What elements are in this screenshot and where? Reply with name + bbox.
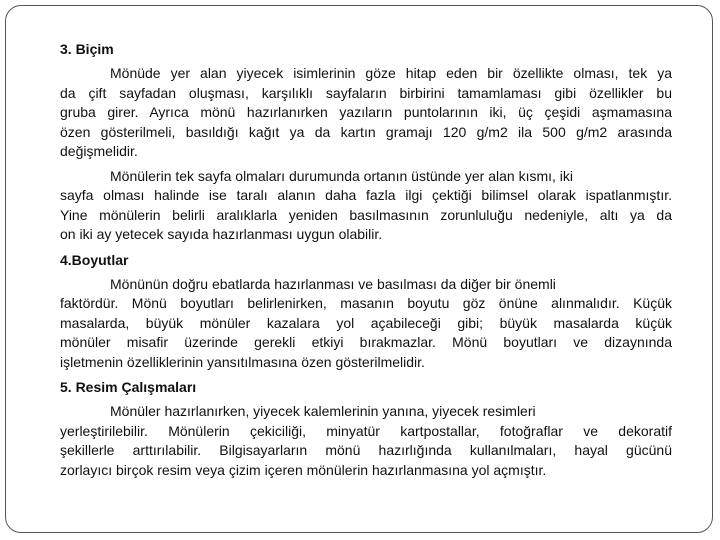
paragraph — [60, 275, 672, 373]
text-line: faktördür. Mönü boyutları belirlenirken, masanın boyutu göz önüne alınmalıdır. Küçük — [60, 295, 672, 311]
text-line: masalarda, büyük mönüler kazalara yol açabileceği gibi; büyük masalarda küçük — [60, 314, 672, 331]
text-line: şekillerle arttırılabilir. Bilgisayarların mönü hazırlığında kullanılmaları, hayal gücünü — [60, 442, 672, 458]
text-line: on iki ay yetecek sayıda hazırlanması uygun olabilir. — [60, 226, 383, 242]
section-heading-bicim: 3. Biçim — [60, 41, 114, 57]
text-line: Mönünün doğru ebatlarda hazırlanması ve basılması da diğer bir önemli — [110, 275, 556, 292]
text-line: Mönülerin tek sayfa olmaları durumunda ortanın üstünde yer alan kısmı, iki — [110, 167, 574, 184]
text-line: da çift sayfadan oluşması, karşılıklı sayfaların birbirini tamamlaması gibi özellikler bu — [60, 84, 672, 101]
paragraph — [60, 64, 672, 162]
text-line: Mönüde yer alan yiyecek isimlerinin göze hitap eden bir özellikte olması, tek ya — [110, 65, 672, 81]
text-line: zorlayıcı birçok resim veya çizim içeren mönülerin hazırlanmasına yol açmıştır. — [60, 461, 547, 478]
text-line: sayfa olması halinde ise taralı alanın daha fazla ilgi çektiği bilimsel olarak ispatlanmıştır. — [60, 187, 672, 203]
section-heading-resim-calismalari: 5. Resim Çalışmaları — [60, 379, 197, 395]
section-heading-boyutlar: 4.Boyutlar — [60, 251, 129, 268]
text-line: Mönüler hazırlanırken, yiyecek kalemlerinin yanına, yiyecek resimleri — [110, 403, 536, 419]
paragraph — [60, 167, 672, 245]
text-line: Yine mönülerin belirli aralıklarla yeniden basılmasının zorunluluğu nedeniyle, altı ya da — [60, 206, 672, 223]
text-line: mönüler misafir üzerinde gerekli etkiyi bırakmazlar. Mönü boyutları ve dizaynında — [60, 334, 672, 350]
paragraph — [60, 402, 672, 480]
document-body — [60, 39, 672, 480]
text-line: gruba girer. Ayrıca mönü hazırlanırken yazıların puntolarının iki, üç çeşidi aşmamasına — [60, 104, 672, 120]
text-line: değişmelidir. — [60, 143, 138, 159]
text-line: özen gösterilmeli, basıldığı kağıt ya da kartın gramajı 120 g/m2 ila 500 g/m2 arasında — [60, 123, 672, 140]
text-line: işletmenin özelliklerinin yansıtılmasına özen gösterilmelidir. — [60, 353, 425, 370]
text-line: yerleştirilebilir. Mönülerin çekiciliği, minyatür kartpostallar, fotoğraflar ve dekoratif — [60, 422, 672, 439]
